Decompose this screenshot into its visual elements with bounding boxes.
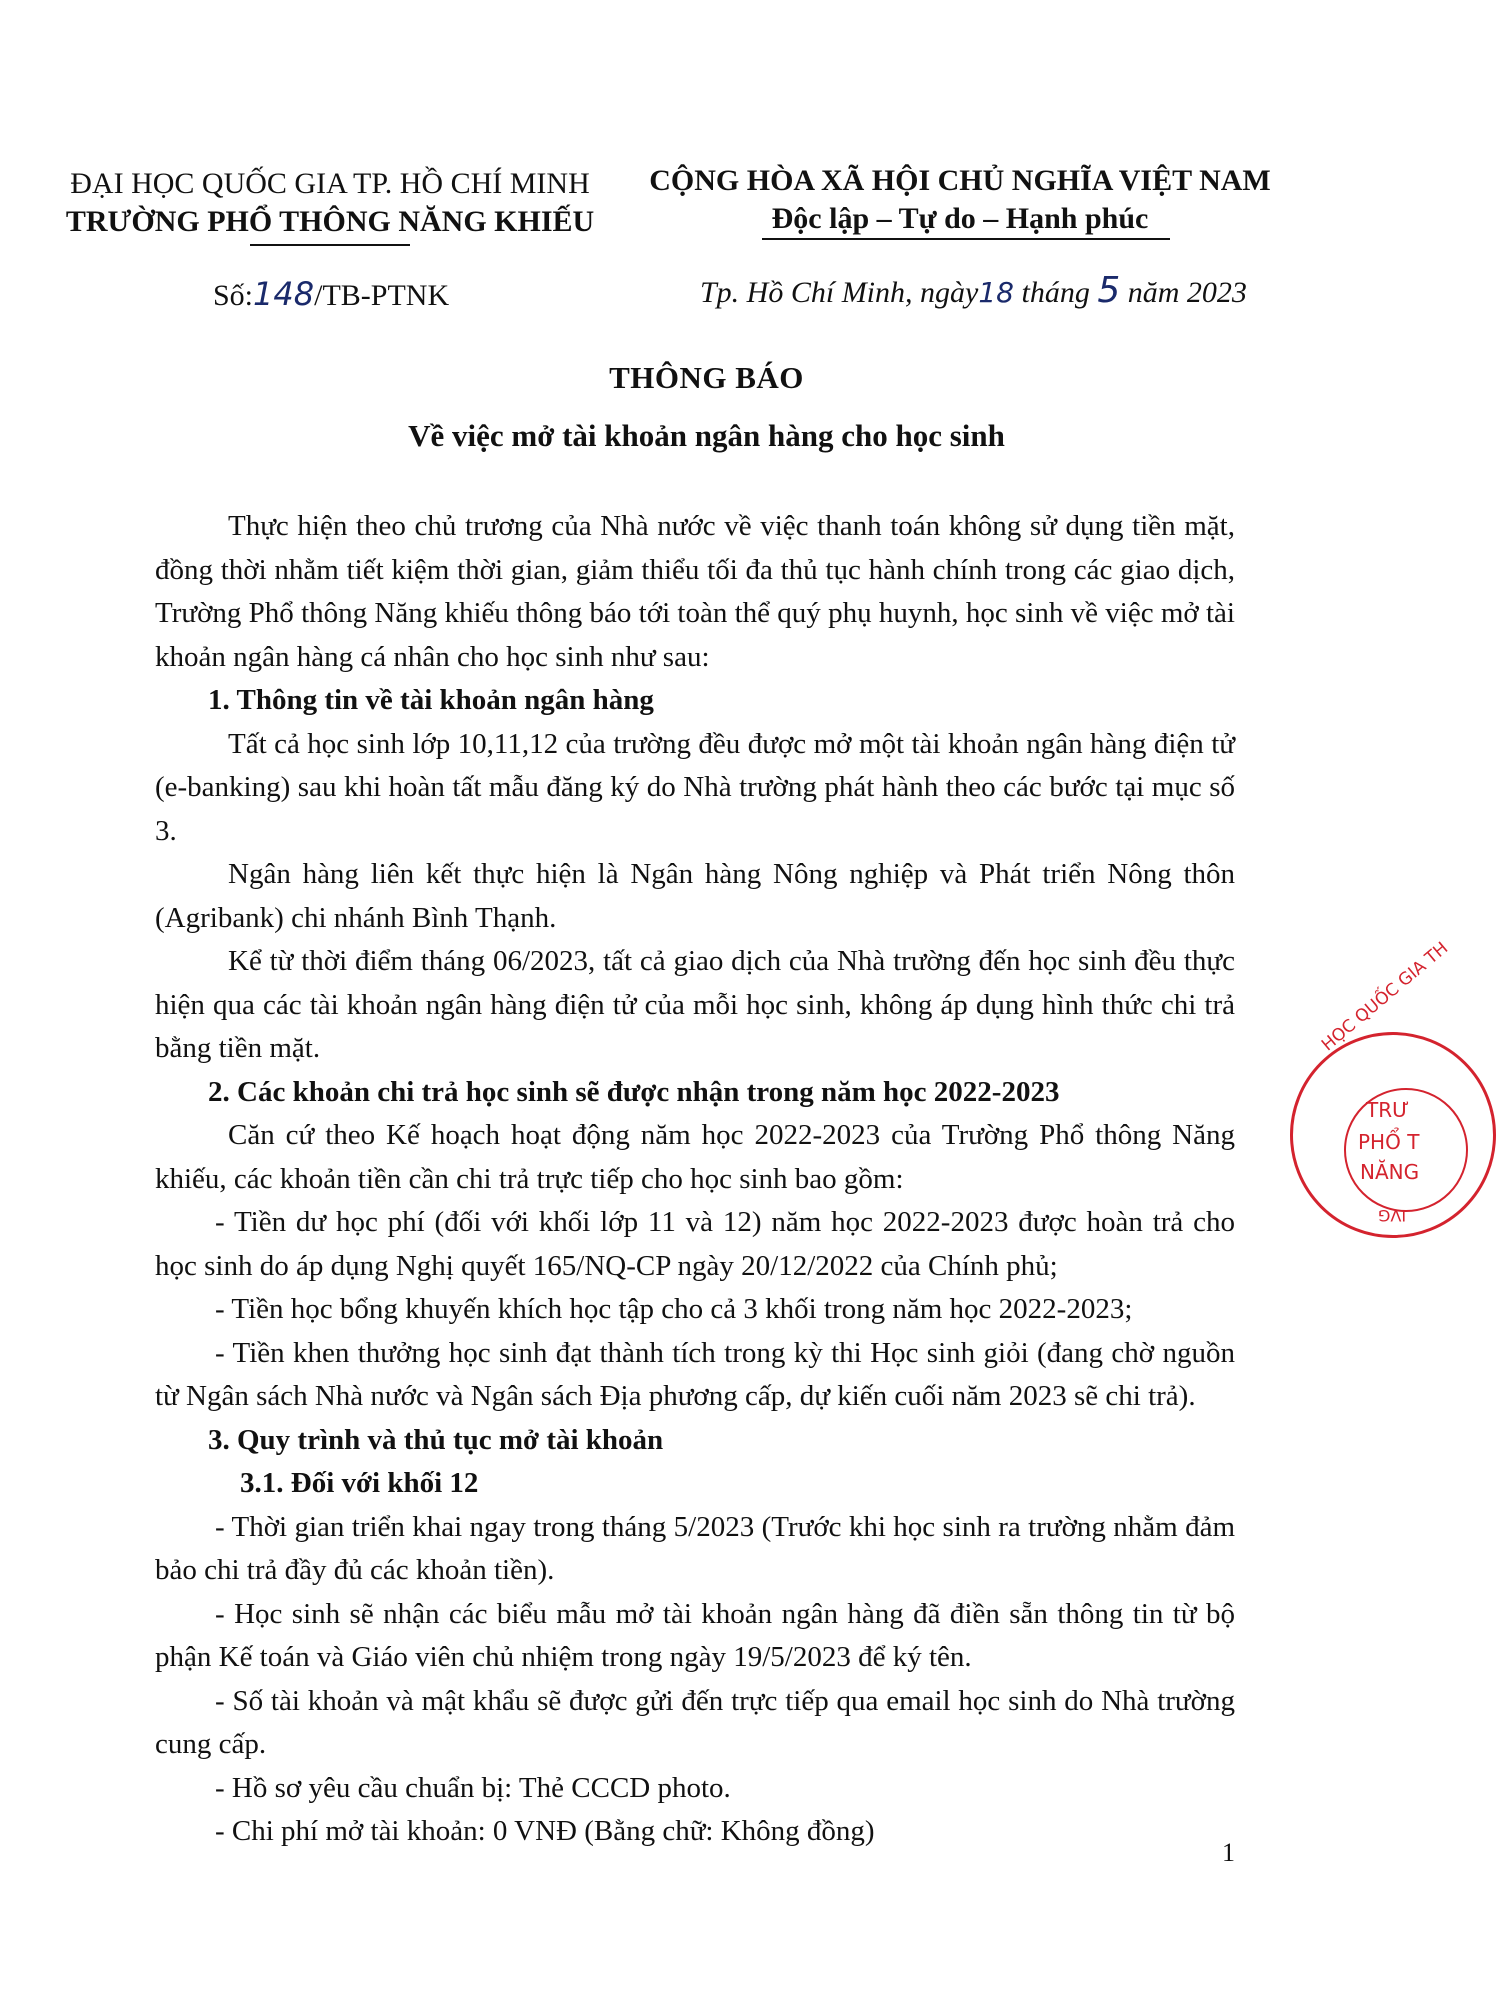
date-month-label: tháng (1021, 276, 1090, 309)
page-number: 1 (1222, 1838, 1235, 1867)
date-day: 18 (978, 276, 1014, 309)
school-name: TRƯỜNG PHỔ THÔNG NĂNG KHIẾU (65, 205, 595, 238)
section-1-paragraph-3: Kể từ thời điểm tháng 06/2023, tất cả giao dịch của Nhà trường đến học sinh đều thực hiện qua các tài khoản ngân hàng điện tử của mỗi học sinh, không áp dụng hình thức chi trả bằng tiền mặt. (155, 945, 1235, 1064)
section-3-1-bullet-3: - Số tài khoản và mật khẩu sẽ được gửi đến trực tiếp qua email học sinh do Nhà trường cung cấp. (155, 1684, 1235, 1760)
section-2-bullet-1: - Tiền dư học phí (đối với khối lớp 11 và 12) năm học 2022-2023 được hoàn trả cho học sinh do áp dụng Nghị quyết 165/NQ-CP ngày 20/12/2022 của Chính phủ; (155, 1206, 1235, 1282)
section-3-1-heading: 3.1. Đối với khối 12 (240, 1467, 479, 1499)
section-3-1-bullet-1: - Thời gian triển khai ngay trong tháng 5/2023 (Trước khi học sinh ra trường nhằm đảm bảo chi trả đầy đủ các khoản tiền). (155, 1510, 1235, 1586)
section-1-paragraph-1: Tất cả học sinh lớp 10,11,12 của trường đều được mở một tài khoản ngân hàng điện tử (e-banking) sau khi hoàn tất mẫu đăng ký do Nhà trường phát hành theo các bước tại mục số 3. (155, 727, 1235, 847)
stamp-bottom-text: IVG (1378, 1206, 1407, 1225)
stamp-arc-text: HỌC QUỐC GIA TH (1318, 938, 1453, 1056)
document-number (213, 275, 449, 315)
section-3-1-bullet-4: - Hồ sơ yêu cầu chuẩn bị: Thẻ CCCD photo. (215, 1771, 731, 1804)
motto-underline (762, 238, 1170, 240)
date-month: 5 (1097, 270, 1121, 311)
document-subtitle: Về việc mở tài khoản ngân hàng cho học sinh (408, 418, 1005, 453)
country-name: CỘNG HÒA XÃ HỘI CHỦ NGHĨA VIỆT NAM (649, 164, 1271, 197)
stamp-line-1: TRƯ (1366, 1098, 1410, 1122)
university-name: ĐẠI HỌC QUỐC GIA TP. HỒ CHÍ MINH (70, 167, 590, 200)
document-title: THÔNG BÁO (609, 360, 804, 395)
header-right (640, 162, 1280, 238)
date-year-label: năm 2023 (1127, 276, 1247, 309)
document-date (700, 272, 1247, 312)
doc-number-suffix: /TB-PTNK (314, 279, 450, 312)
section-3-1-bullet-5: - Chi phí mở tài khoản: 0 VNĐ (Bằng chữ: Không đồng) (215, 1815, 875, 1847)
section-1-heading: 1. Thông tin về tài khoản ngân hàng (208, 684, 654, 716)
stamp-line-2: PHỔ T (1358, 1130, 1420, 1154)
doc-number-handwritten: 148 (253, 275, 315, 313)
motto: Độc lập – Tự do – Hạnh phúc (771, 202, 1149, 235)
section-3-heading: 3. Quy trình và thủ tục mở tài khoản (208, 1423, 664, 1456)
section-2-bullet-3: - Tiền khen thưởng học sinh đạt thành tích trong kỳ thi Học sinh giỏi (đang chờ nguồn từ Ngân sách Nhà nước và Ngân sách Địa phương cấp, dự kiến cuối năm 2023 sẽ chi trả). (155, 1336, 1235, 1412)
section-1-paragraph-2: Ngân hàng liên kết thực hiện là Ngân hàng Nông nghiệp và Phát triển Nông thôn (Agribank) chi nhánh Bình Thạnh. (155, 858, 1235, 934)
intro-paragraph: Thực hiện theo chủ trương của Nhà nước về việc thanh toán không sử dụng tiền mặt, đồng thời nhằm tiết kiệm thời gian, giảm thiểu tối đa thủ tục hành chính trong các giao dịch, Trường Phổ thông Năng khiếu thông báo tới toàn thể quý phụ huynh, học sinh về việc mở tài khoản ngân hàng cá nhân cho học sinh như sau: (155, 510, 1235, 673)
section-3-1-bullet-2: - Học sinh sẽ nhận các biểu mẫu mở tài khoản ngân hàng đã điền sẵn thông tin từ bộ phận Kế toán và Giáo viên chủ nhiệm trong ngày 19/5/2023 để ký tên. (155, 1597, 1235, 1673)
doc-number-prefix: Số: (213, 279, 254, 312)
section-2-bullet-2: - Tiền học bổng khuyến khích học tập cho cả 3 khối trong năm học 2022-2023; (215, 1293, 1133, 1325)
section-2-heading: 2. Các khoản chi trả học sinh sẽ được nhận trong năm học 2022-2023 (208, 1075, 1060, 1108)
date-place: Tp. Hồ Chí Minh, ngày (700, 276, 979, 309)
document-body (155, 505, 1235, 1854)
header-left (50, 165, 610, 241)
section-2-paragraph-1: Căn cứ theo Kế hoạch hoạt động năm học 2022-2023 của Trường Phổ thông Năng khiếu, các khoản tiền cần chi trả trực tiếp cho học sinh bao gồm: (155, 1119, 1235, 1195)
school-name-underline (250, 244, 410, 246)
stamp-line-3: NĂNG (1360, 1160, 1420, 1184)
